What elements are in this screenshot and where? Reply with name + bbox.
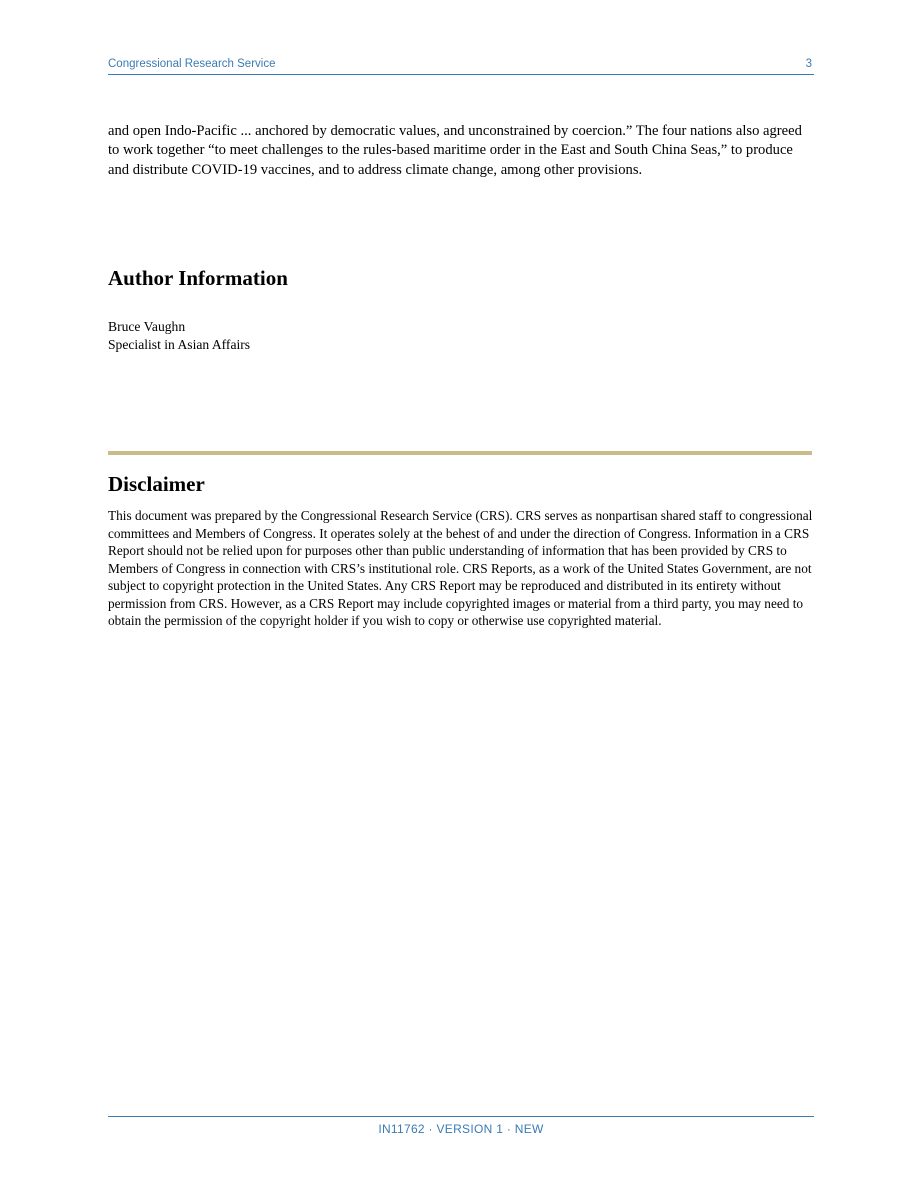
header-title: Congressional Research Service [108,58,276,70]
footer-divider [108,1116,814,1117]
author-block [108,318,814,353]
author-name: Bruce Vaughn [108,319,186,334]
disclaimer-paragraph: This document was prepared by the Congressional Research Service (CRS). CRS serves as nonpartisan shared staff to congressional committees and Members of Congress. It operates solely at the behest of and under the direction of Congress. Information in a CRS Report should not be relied upon for purposes other than public understanding of information that has been provided by CRS to Members of Congress in connection with CRS’s institutional role. CRS Reports, as a work of the United States Government, are not subject to copyright protection in the United States. Any CRS Report may be reproduced and distributed in its entirety without permission from CRS. However, as a CRS Report may include copyrighted images or material from a third party, you may need to obtain the permission of the copyright holder if you wish to copy or otherwise use copyrighted material. [108,508,813,628]
author-title: Specialist in Asian Affairs [108,336,251,352]
page-header [108,57,814,75]
section-divider [108,451,812,455]
disclaimer-block [108,507,814,630]
author-information-heading: Author Information [108,266,288,290]
intro-paragraph: and open Indo-Pacific ... anchored by democratic values, and unconstrained by coercion.” The four nations also agreed to work together “to meet challenges to the rules-based maritime order in the East and South China Seas,” to produce and distribute COVID-19 vaccines, and to address climate change, among other provisions. [108,123,802,178]
intro-paragraph-block [108,122,814,180]
footer-label: IN11762 · VERSION 1 · NEW [378,1122,544,1136]
disclaimer-heading: Disclaimer [108,472,205,496]
page-number: 3 [805,58,812,70]
